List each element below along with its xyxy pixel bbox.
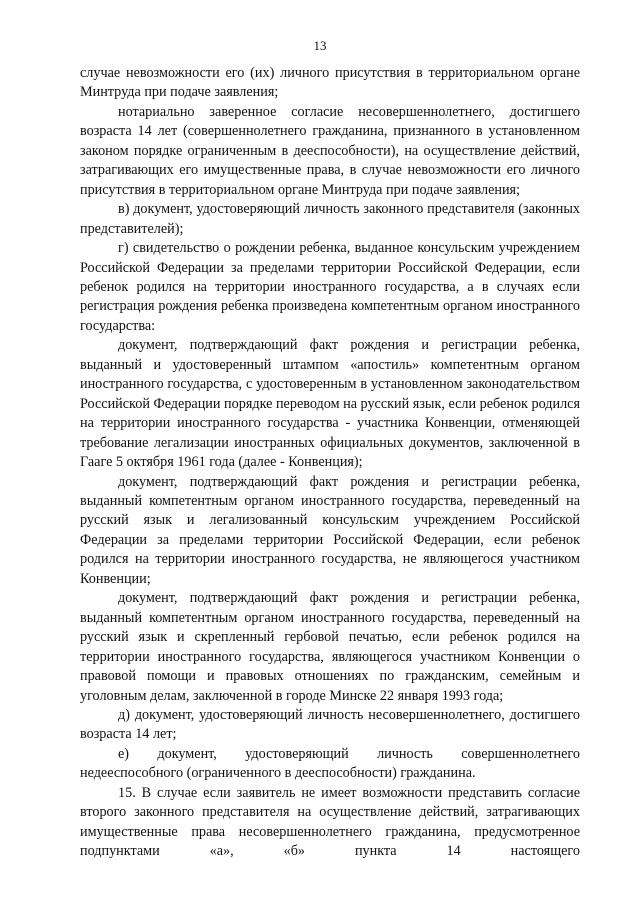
paragraph-6: документ, подтверждающий факт рождения и регистрации ребенка, выданный компетентным органом иностранного государства, переведенный на русский язык и легализованный консульским учреждением Российской Федерации за пределами территории Российской Федерации, если ребенок родился на территории иностранного государства, не являющегося участником Конвенции; bbox=[80, 473, 580, 587]
paragraph-1: случае невозможности его (их) личного присутствия в территориальном органе Минтруда при подаче заявления; bbox=[80, 65, 580, 101]
paragraph-2: нотариально заверенное согласие несовершеннолетнего, достигшего возраста 14 лет (совершеннолетнего гражданина, признанного в установленном законом порядке ограниченным в дееспособности), на осуществление действий, затрагивающих его имущественные права, в случае невозможности его личного присутствия в территориальном органе Минтруда при подаче заявления; bbox=[80, 103, 580, 198]
paragraph-8: д) документ, удостоверяющий личность несовершеннолетнего, достигшего возраста 14 лет; bbox=[80, 706, 580, 743]
paragraph-3: в) документ, удостоверяющий личность законного представителя (законных представителей); bbox=[80, 201, 580, 237]
paragraph-4: г) свидетельство о рождении ребенка, выданное консульским учреждением Российской Федерации за пределами территории Российской Федерации, если ребенок родился на территории иностранного государства, а в случаях если регистрация рождения ребенка произведена компетентным органом иностранного государства: bbox=[80, 240, 580, 334]
paragraph-7: документ, подтверждающий факт рождения и регистрации ребенка, выданный компетентным органом иностранного государства, переведенный на русский язык и скрепленный гербовой печатью, если ребенок родился на территории иностранного государства, являющегося участником Конвенции о правовой помощи и правовых отношениях по гражданским, семейным и уголовным делам, заключенной в городе Минске 22 января 1993 года; bbox=[80, 590, 580, 704]
paragraph-9: е) документ, удостоверяющий личность совершеннолетнего недееспособного (ограниченного в дееспособности) гражданина. bbox=[80, 745, 580, 782]
document-body bbox=[80, 64, 580, 862]
page-number: 13 bbox=[313, 38, 327, 53]
paragraph-5: документ, подтверждающий факт рождения и регистрации ребенка, выданный и удостоверенный штампом «апостиль» компетентным органом иностранного государства, с удостоверенным в установленном законодательством Российской Федерации порядке переводом на русский язык, если ребенок родился на территории иностранного государства - участника Конвенции, отменяющей требование легализации иностранных официальных документов, заключенной в Гааге 5 октября 1961 года (далее - Конвенция); bbox=[80, 337, 580, 471]
paragraph-10: 15. В случае если заявитель не имеет возможности представить согласие второго законного представителя на осуществление действий, затрагивающих имущественные права несовершеннолетнего гражданина, предусмотренное подпунктами «а», «б» пункта 14 настоящего bbox=[80, 784, 580, 860]
